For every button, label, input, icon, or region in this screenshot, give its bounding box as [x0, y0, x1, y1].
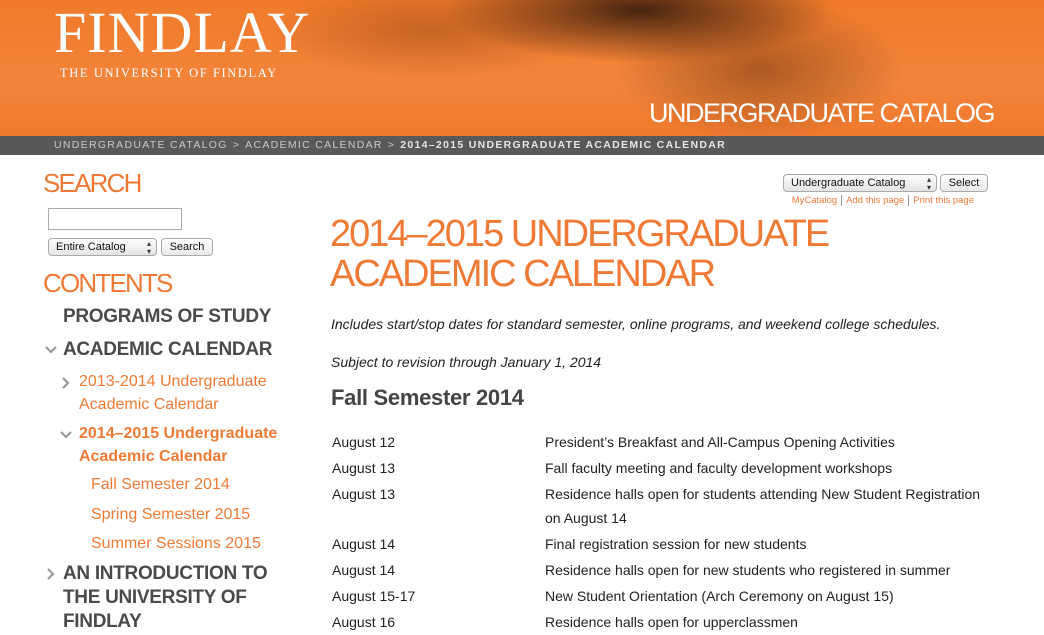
search-button[interactable]: Search [161, 238, 213, 256]
nav-item-label: THE UNIVERSITY OF [63, 587, 247, 608]
search-input[interactable] [48, 208, 182, 230]
breadcrumb [0, 136, 1044, 155]
header-banner [0, 0, 1044, 136]
nav-item-fall-semester-2014[interactable]: Fall Semester 2014 [91, 476, 230, 493]
table-row [332, 480, 992, 530]
breadcrumb-link-catalog[interactable]: UNDERGRADUATE CATALOG [54, 139, 228, 151]
chevron-down-icon[interactable] [44, 343, 58, 357]
university-logo[interactable]: FINDLAY [54, 0, 311, 65]
nav-item-label: Academic Calendar [79, 396, 219, 413]
breadcrumb-current: 2014–2015 UNDERGRADUATE ACADEMIC CALENDAR [400, 139, 727, 151]
catalog-select-selected: Undergraduate Catalog [791, 177, 906, 189]
select-arrows-icon: ▴ ▾ [926, 175, 931, 192]
breadcrumb-separator: > [387, 139, 396, 151]
row-event: Residence halls open for students attending New Student Registration on August 14 [545, 486, 981, 526]
mycatalog-link[interactable]: MyCatalog [791, 195, 838, 206]
search-heading: SEARCH [43, 168, 141, 198]
search-scope-select[interactable] [48, 238, 157, 256]
breadcrumb-separator: > [232, 139, 241, 151]
nav-item-label: Academic Calendar [79, 448, 228, 465]
section-heading: Fall Semester 2014 [331, 385, 524, 410]
nav-item-programs-of-study[interactable]: PROGRAMS OF STUDY [63, 306, 272, 327]
row-event: Final registration session for new students [545, 536, 807, 552]
breadcrumb-link-calendar[interactable]: ACADEMIC CALENDAR [245, 139, 383, 151]
revision-note: Subject to revision through January 1, 2014 [331, 354, 602, 370]
table-row [332, 530, 992, 556]
nav-item-label: 2013-2014 Undergraduate [79, 373, 267, 390]
row-event: Residence halls open for upperclassmen [545, 614, 798, 630]
select-arrows-icon: ▴ ▾ [146, 239, 151, 256]
page-tools [788, 195, 978, 206]
search-scope-selected: Entire Catalog [56, 241, 126, 253]
page-title-line: 2014–2015 UNDERGRADUATE [330, 213, 829, 255]
page-title [330, 214, 930, 294]
nav-item-2014-2015-calendar[interactable] [79, 422, 277, 468]
row-event: New Student Orientation (Arch Ceremony on August 15) [545, 588, 894, 604]
calendar-table [332, 428, 992, 634]
nav-item-summer-sessions-2015[interactable]: Summer Sessions 2015 [91, 535, 261, 552]
catalog-title: UNDERGRADUATE CATALOG [648, 98, 994, 128]
row-date: August 15-17 [332, 588, 416, 604]
row-date: August 13 [332, 486, 396, 502]
catalog-select-button[interactable]: Select [940, 174, 988, 192]
chevron-right-icon[interactable] [44, 567, 58, 581]
nav-item-academic-calendar[interactable]: ACADEMIC CALENDAR [63, 339, 273, 360]
chevron-down-icon[interactable] [59, 428, 73, 442]
nav-item-label: 2014–2015 Undergraduate [79, 425, 278, 442]
catalog-select[interactable] [783, 174, 937, 192]
table-row [332, 428, 992, 454]
nav-item-2013-2014-calendar[interactable] [79, 370, 267, 416]
print-page-link[interactable]: Print this page [908, 195, 978, 206]
university-logo-subtitle: THE UNIVERSITY OF FINDLAY [60, 66, 278, 80]
row-event: President’s Breakfast and All-Campus Opening Activities [545, 434, 895, 450]
table-row [332, 454, 992, 480]
row-date: August 16 [332, 614, 396, 630]
chevron-right-icon[interactable] [59, 376, 73, 390]
intro-text: Includes start/stop dates for standard semester, online programs, and weekend college schedules. [331, 316, 941, 332]
nav-item-label: FINDLAY [63, 611, 142, 632]
row-event: Fall faculty meeting and faculty development workshops [545, 460, 893, 476]
table-row [332, 556, 992, 582]
nav-item-label: AN INTRODUCTION TO [63, 563, 268, 584]
table-row [332, 582, 992, 608]
nav-item-spring-semester-2015[interactable]: Spring Semester 2015 [91, 506, 251, 523]
contents-heading: CONTENTS [43, 268, 172, 298]
row-event: Residence halls open for new students who registered in summer [545, 562, 951, 578]
table-row [332, 608, 992, 634]
page-title-line: ACADEMIC CALENDAR [330, 253, 715, 295]
add-page-link[interactable]: Add this page [841, 195, 908, 206]
row-date: August 14 [332, 562, 396, 578]
nav-item-introduction[interactable] [63, 562, 267, 634]
row-date: August 12 [332, 434, 396, 450]
row-date: August 14 [332, 536, 396, 552]
row-date: August 13 [332, 460, 396, 476]
